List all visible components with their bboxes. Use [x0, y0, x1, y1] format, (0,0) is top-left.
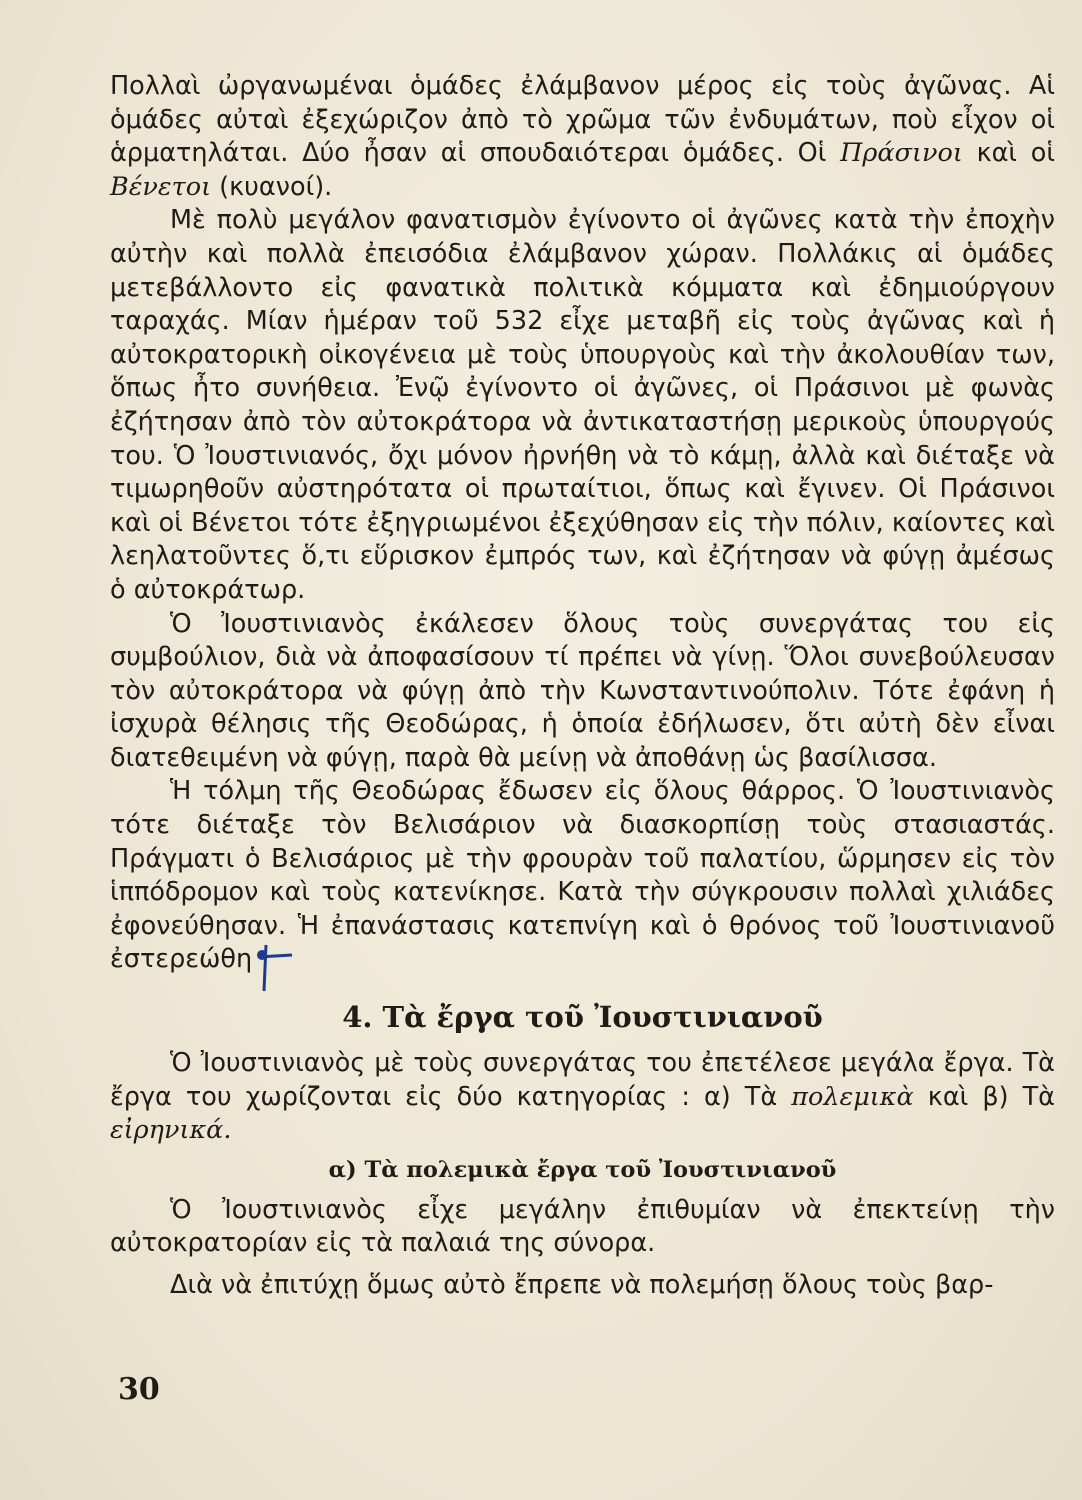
paragraph-4-text: Ἡ τόλμη τῆς Θεοδώρας ἔδωσεν εἰς ὅλους θάρρος. Ὁ Ἰουστινιανὸς τότε διέταξε τὸν Βελισάριον νὰ διασκορπίσῃ τοὺς στασιαστάς. Πράγματι ὁ Βελισάριος μὲ τὴν φρουρὰν τοῦ παλατίου, ὥρμησεν εἰς τὸν ἱππόδρομον καὶ τοὺς κατενίκησε. Κατὰ τὴν σύγκρουσιν πολλαὶ χιλιάδες ἐφονεύθησαν. Ἡ ἐπανάστασις κατεπνίγη καὶ ὁ θρόνος τοῦ Ἰουστινιανοῦ ἐστερεώθη	[110, 776, 1055, 975]
paragraph-1-end: (κυανοί).	[211, 171, 333, 202]
paragraph-5	[110, 1047, 1055, 1148]
subsection-heading: α) Τὰ πολεμικὰ ἔργα τοῦ Ἰουστινιανοῦ	[328, 1156, 837, 1183]
paragraph-3: Ὁ Ἰουστινιανὸς ἐκάλεσεν ὅλους τοὺς συνεργάτας του εἰς συμβούλιον, διὰ νὰ ἀποφασίσουν τί πρέπει νὰ γίνῃ. Ὅλοι συνεβούλευσαν τὸν αὐτοκράτορα νὰ φύγῃ ἀπὸ τὴν Κωνσταντινούπολιν. Τότε ἐφάνη ἡ ἰσχυρὰ θέλησις τῆς Θεοδώρας, ἡ ὁποία ἐδήλωσεν, ὅτι αὐτὴ δὲν εἶναι διατεθειμένη νὰ φύγῃ, παρὰ θὰ μείνῃ νὰ ἀποθάνῃ ὡς βασίλισσα.	[110, 608, 1055, 773]
term-venetoi: Βένετοι	[110, 171, 212, 202]
term-polemika: πολεμικὰ	[791, 1081, 914, 1112]
pen-mark-cross	[252, 943, 282, 973]
text-column	[110, 70, 1055, 1303]
term-prasinoi: Πράσινοι	[840, 138, 963, 169]
paragraph-1-text: Πολλαὶ ὠργανωμέναι ὁμάδες ἐλάμβανον μέρος εἰς τοὺς ἀγῶνας. Αἱ ὁμάδες αὐταὶ ἐξεχώριζον ἀπὸ τὸ χρῶμα τῶν ἐνδυμάτων, ποὺ εἶχον οἱ ἁρματηλάται. Δύο ἦσαν αἱ σπουδαιότεραι ὁμάδες. Οἱ	[110, 71, 1055, 169]
paragraph-1-mid: καὶ οἱ	[962, 138, 1055, 169]
paragraph-1	[110, 70, 1055, 204]
page-number: 30	[118, 1372, 160, 1407]
paragraph-5-mid: καὶ β) Τὰ	[913, 1081, 1055, 1112]
paragraph-2: Μὲ πολὺ μεγάλον φανατισμὸν ἐγίνοντο οἱ ἀγῶνες κατὰ τὴν ἐποχὴν αὐτὴν καὶ πολλὰ ἐπεισόδια ἐλάμβανον χώραν. Πολλάκις αἱ ὁμάδες μετεβάλλοντο εἰς φανατικὰ πολιτικὰ κόμματα καὶ ἐδημιούργουν ταραχάς. Μίαν ἡμέραν τοῦ 532 εἶχε μεταβῆ εἰς τοὺς ἀγῶνας καὶ ἡ αὐτοκρατορικὴ οἰκογένεια μὲ τοὺς ὑπουργοὺς καὶ τὴν ἀκολουθίαν των, ὅπως ἦτο συνήθεια. Ἐνῷ ἐγίνοντο οἱ ἀγῶνες, οἱ Πράσινοι μὲ φωνὰς ἐζήτησαν ἀπὸ τὸν αὐτοκράτορα νὰ ἀντικαταστήσῃ μερικοὺς ὑπουργούς του. Ὁ Ἰουστινιανός, ὄχι μόνον ἠρνήθη νὰ τὸ κάμῃ, ἀλλὰ καὶ διέταξε νὰ τιμωρηθοῦν αὐστηρότατα οἱ πρωταίτιοι, ὅπως καὶ ἔγινεν. Οἱ Πράσινοι καὶ οἱ Βένετοι τότε ἐξηγριωμένοι ἐξεχύθησαν εἰς τὴν πόλιν, καίοντες καὶ λεηλατοῦντες ὅ,τι εὕρισκον ἐμπρός των, καὶ ἐζήτησαν νὰ φύγῃ ἀμέσως ὁ αὐτοκράτωρ.	[110, 205, 1055, 605]
term-eirinika: εἰρηνικά.	[110, 1115, 232, 1146]
paragraph-7: Διὰ νὰ ἐπιτύχῃ ὅμως αὐτὸ ἔπρεπε νὰ πολεμήσῃ ὅλους τοὺς βαρ-	[170, 1270, 994, 1300]
paragraph-4	[110, 775, 1055, 977]
paragraph-6: Ὁ Ἰουστινιανὸς εἶχε μεγάλην ἐπιθυμίαν νὰ ἐπεκτείνῃ τὴν αὐτοκρατορίαν εἰς τὰ παλαιά της σύνορα.	[110, 1194, 1055, 1259]
paragraph-5-text: Ὁ Ἰουστινιανὸς μὲ τοὺς συνεργάτας του ἐπετέλεσε μεγάλα ἔργα. Τὰ ἔργα του χωρίζονται εἰς δύο κατηγορίας : α) Τὰ	[110, 1048, 1055, 1112]
section-heading: 4. Τὰ ἔργα τοῦ Ἰουστινιανοῦ	[342, 1000, 823, 1035]
